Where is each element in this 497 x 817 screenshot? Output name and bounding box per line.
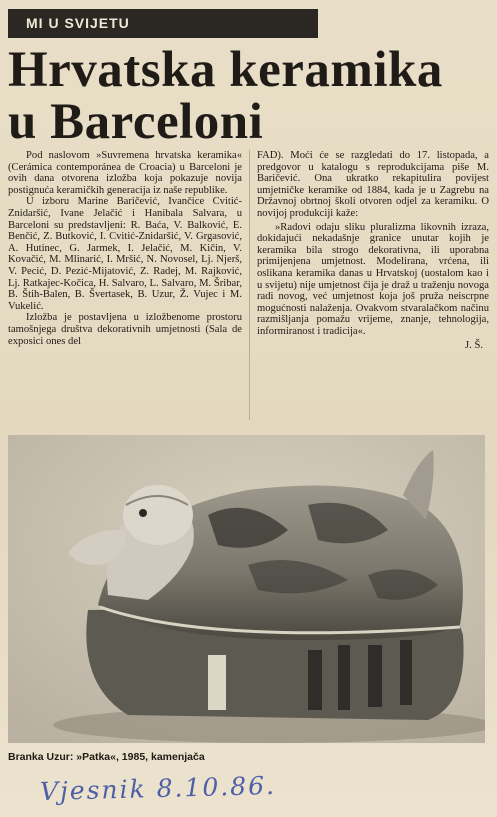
headline-line-1: Hrvatska keramika xyxy=(8,42,443,98)
handwritten-source-note: Vjesnik 8.10.86. xyxy=(39,770,277,807)
paragraph-artists: U izboru Marine Baričević, Ivančice Cvitić-Znidaršić, Ivane Jelačić i Hanibala Salvara, u Barceloni su predstavljeni: R. Baća, V. Balković, E. Benčić, Z. Butković, I. Cvitić-Znidaršić, V. Grgasović, A. Hutinec, G. Jarmek, I. Jelačić, M. Kičin, V. Kovačić, M. Mlinarić, I. Mršić, N. Novosel, Lj. Njerš, V. Pecić, D. Pezić-Mijatović, Z. Radej, M. Rajković, Lj. Ratkajec-Kočica, H. Salvaro, L. Salvaro, M. Šribar, B. Štih-Balen, B. Švertasek, B. Uzur, Ž. Vujec i M. Vukelić. xyxy=(8,196,242,312)
article-headline xyxy=(8,44,490,148)
duck-sculpture-image xyxy=(8,435,485,743)
rubric-label: MI U SVIJETU xyxy=(26,15,130,31)
author-signature: J. Š. xyxy=(465,339,483,351)
article-column-right xyxy=(257,150,489,351)
ceramic-duck-photo xyxy=(8,435,485,743)
photo-caption: Branka Uzur: »Patka«, 1985, kamenjača xyxy=(8,751,205,763)
paragraph-quote: »Radovi odaju sliku pluralizma likovnih izraza, dokidajući nekadašnje granice unutar kojih je keramika bila strogo dekorativna, ili uporabna primijenjena umjetnost. Modelirana, vrćena, ili oslikana keramika danas u Hrvatskoj (uostalom kao i u svijetu) nije umjetnost čija je draž u traženju novoga radi novog, već umjetnost koja još pruža neiscrpne mogućnosti nalaženja. Ovakvom stvaralačkom načinu razmišljanja pomažu vrijeme, znanje, tehnologija, informiranost i tradicija«. xyxy=(257,221,489,337)
article-column-left xyxy=(8,150,242,347)
paragraph-intro: Pod naslovom »Suvremena hrvatska keramika« (Cerámica contemporánea de Croacia) u Barceloni je ovih dana otvorena izložba koja pokazuje novija postignuća keramičkih generacija iz naše republike. xyxy=(8,150,242,196)
section-rubric xyxy=(8,9,318,38)
headline-line-2: u Barceloni xyxy=(8,94,264,150)
column-divider xyxy=(249,150,250,420)
paragraph-exhibition: Izložba je postavljena u izložbenome prostoru tamošnjega društva dekorativnih umjetnosti (Sala de exposici ones del xyxy=(8,312,242,347)
paragraph-continued: FAD). Moći će se razgledati do 17. listopada, a predgovor u katalogu s reprodukcijama piše M. Baričević. Ona ukratko rekapitulira povijest umjetničke keramike od 1884, kada je u Zagrebu na Državnoj obrtnoj školi otvoren odjel za keramiku. O novijoj produkciji kaže: xyxy=(257,150,489,219)
